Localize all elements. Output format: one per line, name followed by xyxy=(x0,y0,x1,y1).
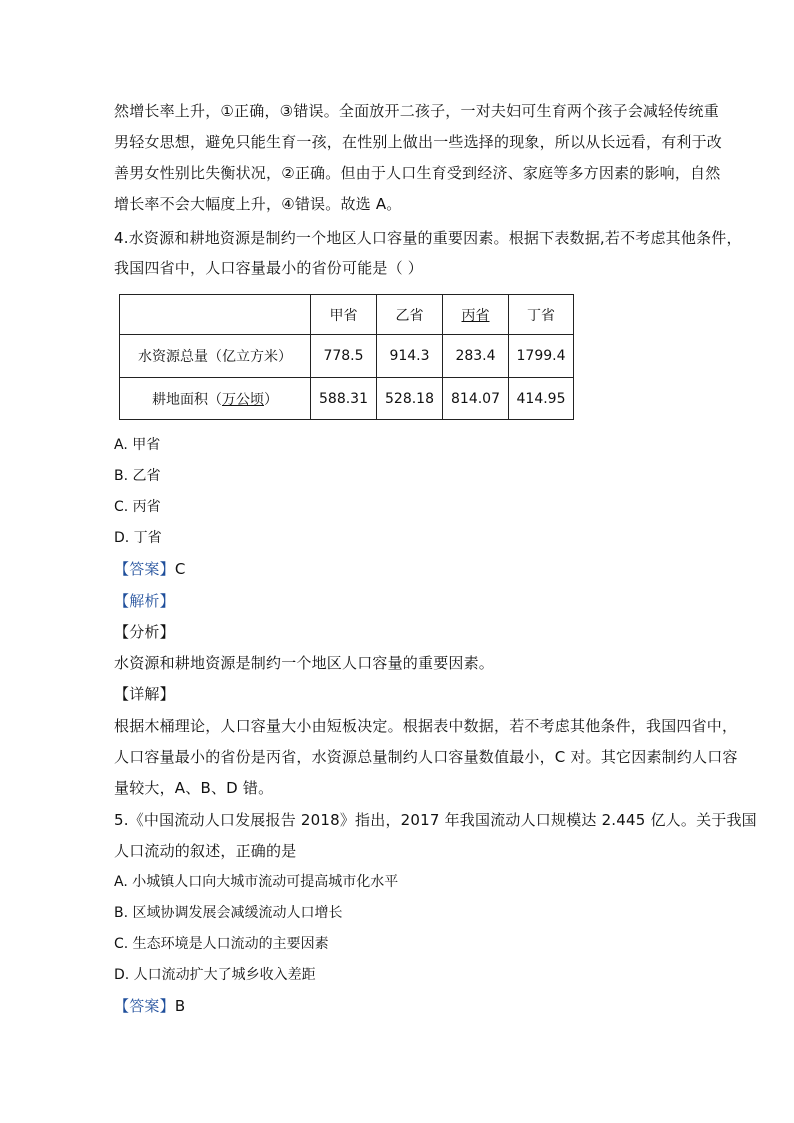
province-data-table xyxy=(119,294,574,420)
table-header-cell xyxy=(120,295,311,335)
table-cell: 778.5 xyxy=(311,335,377,378)
option-a: A. 甲省 xyxy=(114,437,161,453)
table-cell: 414.95 xyxy=(509,378,574,420)
option-b: B. 乙省 xyxy=(114,468,161,484)
answer-value: C xyxy=(174,560,186,578)
detail-line: 量较大，A、B、D 错。 xyxy=(114,779,274,797)
table-row xyxy=(120,335,574,378)
paragraph-line: 善男女性别比失衡状况，②正确。但由于人口生育受到经济、家庭等多方因素的影响，自然 xyxy=(114,164,721,182)
q5-option-d: D. 人口流动扩大了城乡收入差距 xyxy=(114,967,316,983)
answer-label: 【答案】 xyxy=(114,560,175,578)
table-cell: 528.18 xyxy=(377,378,443,420)
table-header-cell: 丙省 xyxy=(443,295,509,335)
option-d: D. 丁省 xyxy=(114,530,162,546)
answer-label: 【答案】 xyxy=(114,997,175,1015)
analysis-label: 【解析】 xyxy=(114,592,175,610)
row-label-prefix: 耕地面积（ xyxy=(152,391,222,408)
table-cell: 914.3 xyxy=(377,335,443,378)
detail-line: 根据木桶理论，人口容量大小由短板决定。根据表中数据，若不考虑其他条件，我国四省中， xyxy=(114,717,738,735)
question-4-stem: 4.水资源和耕地资源是制约一个地区人口容量的重要因素。根据下表数据,若不考虑其他条件， xyxy=(114,229,742,247)
table-row xyxy=(120,378,574,420)
table-header-cell: 丁省 xyxy=(509,295,574,335)
paragraph-line: 增长率不会大幅度上升，④错误。故选 A。 xyxy=(114,195,402,213)
row-label: 水资源总量（亿立方米） xyxy=(120,335,311,378)
table-header-cell: 乙省 xyxy=(377,295,443,335)
table-header-row xyxy=(120,295,574,335)
fenxi-label: 【分析】 xyxy=(114,623,175,641)
question-5-stem: 5.《中国流动人口发展报告 2018》指出，2017 年我国流动人口规模达 2.445 亿人。关于我国 xyxy=(114,811,757,829)
paragraph-line: 然增长率上升，①正确，③错误。全面放开二孩子，一对夫妇可生育两个孩子会减轻传统重 xyxy=(114,102,719,120)
table-cell: 814.07 xyxy=(443,378,509,420)
table-cell: 283.4 xyxy=(443,335,509,378)
q5-option-c: C. 生态环境是人口流动的主要因素 xyxy=(114,936,329,952)
question-5-stem: 人口流动的叙述，正确的是 xyxy=(114,842,297,860)
answer-value: B xyxy=(174,997,186,1015)
detail-line: 人口容量最小的省份是丙省，水资源总量制约人口容量数值最小，C 对。其它因素制约人口容 xyxy=(114,748,738,766)
question-4-stem: 我国四省中，人口容量最小的省份可能是（ ） xyxy=(114,259,423,277)
answer-line xyxy=(114,559,186,579)
option-c: C. 丙省 xyxy=(114,499,161,515)
table-header-cell: 甲省 xyxy=(311,295,377,335)
q5-option-b: B. 区域协调发展会减缓流动人口增长 xyxy=(114,905,343,921)
detail-label: 【详解】 xyxy=(114,685,175,703)
paragraph-line: 男轻女思想，避免只能生育一孩，在性别上做出一些选择的现象，所以从长远看，有利于改 xyxy=(114,133,723,151)
row-label xyxy=(120,378,311,420)
table-cell: 588.31 xyxy=(311,378,377,420)
q5-answer-line xyxy=(114,996,185,1016)
row-label-unit: 万公顷 xyxy=(222,391,264,408)
q5-option-a: A. 小城镇人口向大城市流动可提高城市化水平 xyxy=(114,874,399,890)
row-label-suffix: ） xyxy=(264,391,278,408)
fenxi-text: 水资源和耕地资源是制约一个地区人口容量的重要因素。 xyxy=(114,654,495,672)
table-cell: 1799.4 xyxy=(509,335,574,378)
